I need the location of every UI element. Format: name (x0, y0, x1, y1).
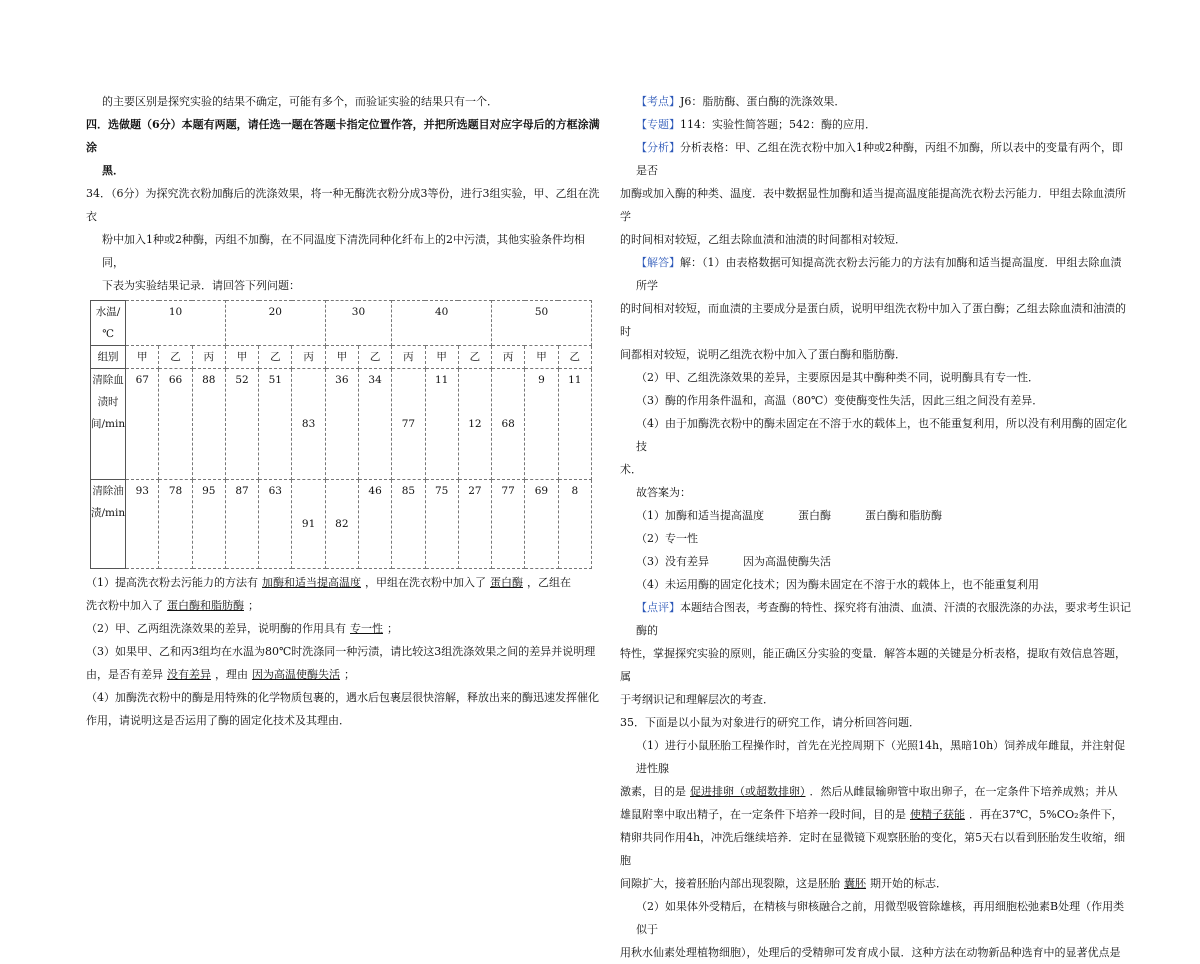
jieda-line: （4）由于加酶洗衣粉中的酶未固定在不溶于水的载体上，也不能重复利用，所以没有利用酶的固定化技 (636, 417, 1127, 453)
q34-question-4-cont: 作用，请说明这是否运用了酶的固定化技术及其理由． (86, 714, 350, 727)
section4-heading: 四．选做题（6分）本题有两题，请任选一题在答题卡指定位置作答，并把所选题目对应字母后的方框涂满涂 (86, 118, 600, 154)
value-cell: 51 (259, 369, 292, 480)
q34-answer-1: （1）提高洗衣粉去污能力的方法有 加酶和适当提高温度 ，甲组在洗衣粉中加入了 蛋白酶 ，乙组在 (86, 576, 571, 589)
value-cell: 78 (159, 480, 192, 569)
group-cell: 丙 (292, 346, 325, 369)
answer-blank: 使精子获能 (910, 808, 965, 821)
row-header-blood: 清除血渍时间/min (91, 369, 126, 480)
value-cell: 69 (525, 480, 558, 569)
answer-title: 故答案为： (636, 486, 691, 499)
group-cell: 甲 (525, 346, 558, 369)
group-cell: 甲 (126, 346, 159, 369)
q35-part2: （2）如果体外受精后，在精核与卵核融合之前，用微型吸管除雄核，再用细胞松弛素B处理（作用类似于 (636, 900, 1125, 936)
value-cell: 83 (292, 369, 325, 480)
zhuanti-line: 【专题】114：实验性简答题；542：酶的应用． (636, 118, 876, 131)
table-row (91, 301, 592, 346)
value-cell: 82 (325, 480, 358, 569)
zhuanti-tag: 【专题】 (636, 118, 680, 131)
answer-blank: 加酶和适当提高温度 (262, 576, 361, 589)
answer-blank: 没有差异 (167, 668, 211, 681)
answer-line: （4）未运用酶的固定化技术；因为酶未固定在不溶于水的载体上，也不能重复利用 (636, 578, 1039, 591)
jieda-line: 的时间相对较短，而血渍的主要成分是蛋白质，说明甲组洗衣粉中加入了蛋白酶；乙组去除血渍和油渍的时 (620, 302, 1126, 338)
q34-stem: 下表为实验结果记录．请回答下列问题： (102, 279, 300, 292)
value-cell: 8 (558, 480, 591, 569)
group-cell: 甲 (325, 346, 358, 369)
answer-blank: 蛋白酶 (490, 576, 523, 589)
value-cell: 34 (358, 369, 391, 480)
q35-part1: 精卵共同作用4h，冲洗后继续培养．定时在显微镜下观察胚胎的变化，第5天右以看到胚胎发生收缩，细胞 (620, 831, 1126, 867)
answer-blank: 专一性 (350, 622, 383, 635)
answer-blank: 因为高温使酶失活 (252, 668, 340, 681)
value-cell: 91 (292, 480, 325, 569)
q35-part1: 雄鼠附睾中取出精子，在一定条件下培养一段时间，目的是 使精子获能 ．再在37℃，5%CO₂条件下， (620, 808, 1123, 821)
value-cell: 88 (192, 369, 225, 480)
value-cell: 63 (259, 480, 292, 569)
row-header-group: 组别 (91, 346, 126, 369)
jieda-line: （3）酶的作用条件温和，高温（80℃）变使酶变性失活，因此三组之间没有差异． (636, 394, 1044, 407)
group-cell: 甲 (425, 346, 458, 369)
jieda-line: 间都相对较短，说明乙组洗衣粉中加入了蛋白酶和脂肪酶． (620, 348, 906, 361)
jieda-tag: 【解答】 (636, 256, 680, 269)
dianping-line: 特性，掌握探究实验的原则，能正确区分实验的变量．解答本题的关键是分析表格，提取有效信息答题，属 (620, 647, 1126, 683)
fenxi-line: 的时间相对较短，乙组去除血渍和油渍的时间都相对较短． (620, 233, 906, 246)
kaodian-tag: 【考点】 (636, 95, 680, 108)
value-cell: 12 (458, 369, 491, 480)
q34-question-4: （4）加酶洗衣粉中的酶是用特殊的化学物质包裹的，遇水后包裹层很快溶解，释放出来的酶迅速发挥催化 (86, 691, 599, 704)
answer-line: （1）加酶和适当提高温度 蛋白酶 蛋白酶和脂肪酶 (636, 509, 942, 522)
answer-blank: 囊胚 (844, 877, 866, 890)
value-cell: 11 (425, 369, 458, 480)
table-row (91, 346, 592, 369)
value-cell: 52 (225, 369, 258, 480)
value-cell: 75 (425, 480, 458, 569)
fenxi-line: 加酶或加入酶的种类、温度．表中数据显性加酶和适当提高温度能提高洗衣粉去污能力．甲组去除血渍所学 (620, 187, 1126, 223)
temp-cell: 50 (492, 301, 592, 346)
dianping-line: 于考纲识记和理解层次的考查． (620, 693, 774, 706)
q35-part1: 间隙扩大，接着胚胎内部出现裂隙，这是胚胎 囊胚 期开始的标志． (620, 877, 947, 890)
table-row (91, 369, 592, 480)
q35-part1: 激素，目的是 促进排卵（或超数排卵） ．然后从雌鼠输卵管中取出卵子，在一定条件下培养成熟；并从 (620, 785, 1118, 798)
group-cell: 乙 (458, 346, 491, 369)
answer-line: （3）没有差异 因为高温使酶失活 (636, 555, 831, 568)
q34-answer-3: （3）如果甲、乙和丙3组均在水温为80℃时洗涤同一种污渍，请比较这3组洗涤效果之间的差异并说明理 (86, 645, 596, 658)
temp-cell: 30 (325, 301, 392, 346)
value-cell: 66 (159, 369, 192, 480)
value-cell: 95 (192, 480, 225, 569)
row-header-oil: 清除油渍/min (91, 480, 126, 569)
q35-part1: （1）进行小鼠胚胎工程操作时，首先在光控周期下（光照14h，黑暗10h）饲养成年雌鼠，并注射促进性腺 (636, 739, 1126, 775)
q35-part2: 用秋水仙素处理植物细胞），处理后的受精卵可发育成小鼠．这种方法在动物新品种选育中的显著优点是 (620, 946, 1121, 959)
right-column (620, 90, 1132, 964)
value-cell: 77 (492, 480, 525, 569)
answer-blank: 促进排卵（或超数排卵） (690, 785, 806, 798)
value-cell: 87 (225, 480, 258, 569)
q35-stem: 35．下面是以小鼠为对象进行的研究工作，请分析回答问题． (620, 716, 920, 729)
kaodian-line: 【考点】J6：脂肪酶、蛋白酶的洗涤效果． (636, 95, 846, 108)
dianping-line: 【点评】本题结合图表，考查酶的特性、探究将有油渍、血渍、汗渍的衣服洗涤的办法，要求考生识记酶的 (636, 601, 1131, 637)
section4-heading-cont: 黑． (102, 164, 124, 177)
value-cell: 46 (358, 480, 391, 569)
value-cell: 27 (458, 480, 491, 569)
group-cell: 乙 (159, 346, 192, 369)
answer-blank: 蛋白酶和脂肪酶 (167, 599, 244, 612)
temp-cell: 40 (392, 301, 492, 346)
q34-answer-3-cont: 由，是否有差异 没有差异 ，理由 因为高温使酶失活 ； (86, 668, 355, 681)
fenxi-line: 【分析】分析表格：甲、乙组在洗衣粉中加入1种或2种酶，丙组不加酶，所以表中的变量有两个，即是否 (636, 141, 1123, 177)
group-cell: 丙 (192, 346, 225, 369)
q34-stem: 34．（6分）为探究洗衣粉加酶后的洗涤效果，将一种无酶洗衣粉分成3等份，进行3组实验，甲、乙组在洗衣 (86, 187, 600, 223)
jieda-line: 【解答】解：（1）由表格数据可知提高洗衣粉去污能力的方法有加酶和适当提高温度．甲组去除血渍所学 (636, 256, 1122, 292)
value-cell: 68 (492, 369, 525, 480)
answer-line: （2）专一性 (636, 532, 698, 545)
jieda-line: （2）甲、乙组洗涤效果的差异，主要原因是其中酶种类不同，说明酶具有专一性． (636, 371, 1039, 384)
value-cell: 67 (126, 369, 159, 480)
q34-answer-1-cont: 洗衣粉中加入了 蛋白酶和脂肪酶 ； (86, 599, 259, 612)
prev-answer-line: 的主要区别是探究实验的结果不确定，可能有多个，而验证实验的结果只有一个． (102, 95, 498, 108)
group-cell: 乙 (358, 346, 391, 369)
value-cell: 36 (325, 369, 358, 480)
group-cell: 乙 (558, 346, 591, 369)
temp-cell: 10 (126, 301, 226, 346)
left-column (86, 90, 602, 732)
temp-cell: 20 (225, 301, 325, 346)
group-cell: 甲 (225, 346, 258, 369)
row-header-temp: 水温/℃ (91, 301, 126, 346)
value-cell: 85 (392, 480, 425, 569)
q34-stem: 粉中加入1种或2种酶，丙组不加酶，在不同温度下清洗同种化纤布上的2中污渍，其他实验条件均相同， (102, 233, 585, 269)
value-cell: 93 (126, 480, 159, 569)
group-cell: 丙 (392, 346, 425, 369)
dianping-tag: 【点评】 (636, 601, 680, 614)
results-table (90, 300, 592, 569)
value-cell: 11 (558, 369, 591, 480)
q34-answer-2: （2）甲、乙两组洗涤效果的差异，说明酶的作用具有 专一性 ； (86, 622, 398, 635)
group-cell: 乙 (259, 346, 292, 369)
group-cell: 丙 (492, 346, 525, 369)
value-cell: 9 (525, 369, 558, 480)
jieda-line: 术． (620, 463, 642, 476)
table-row (91, 480, 592, 569)
value-cell: 77 (392, 369, 425, 480)
fenxi-tag: 【分析】 (636, 141, 680, 154)
